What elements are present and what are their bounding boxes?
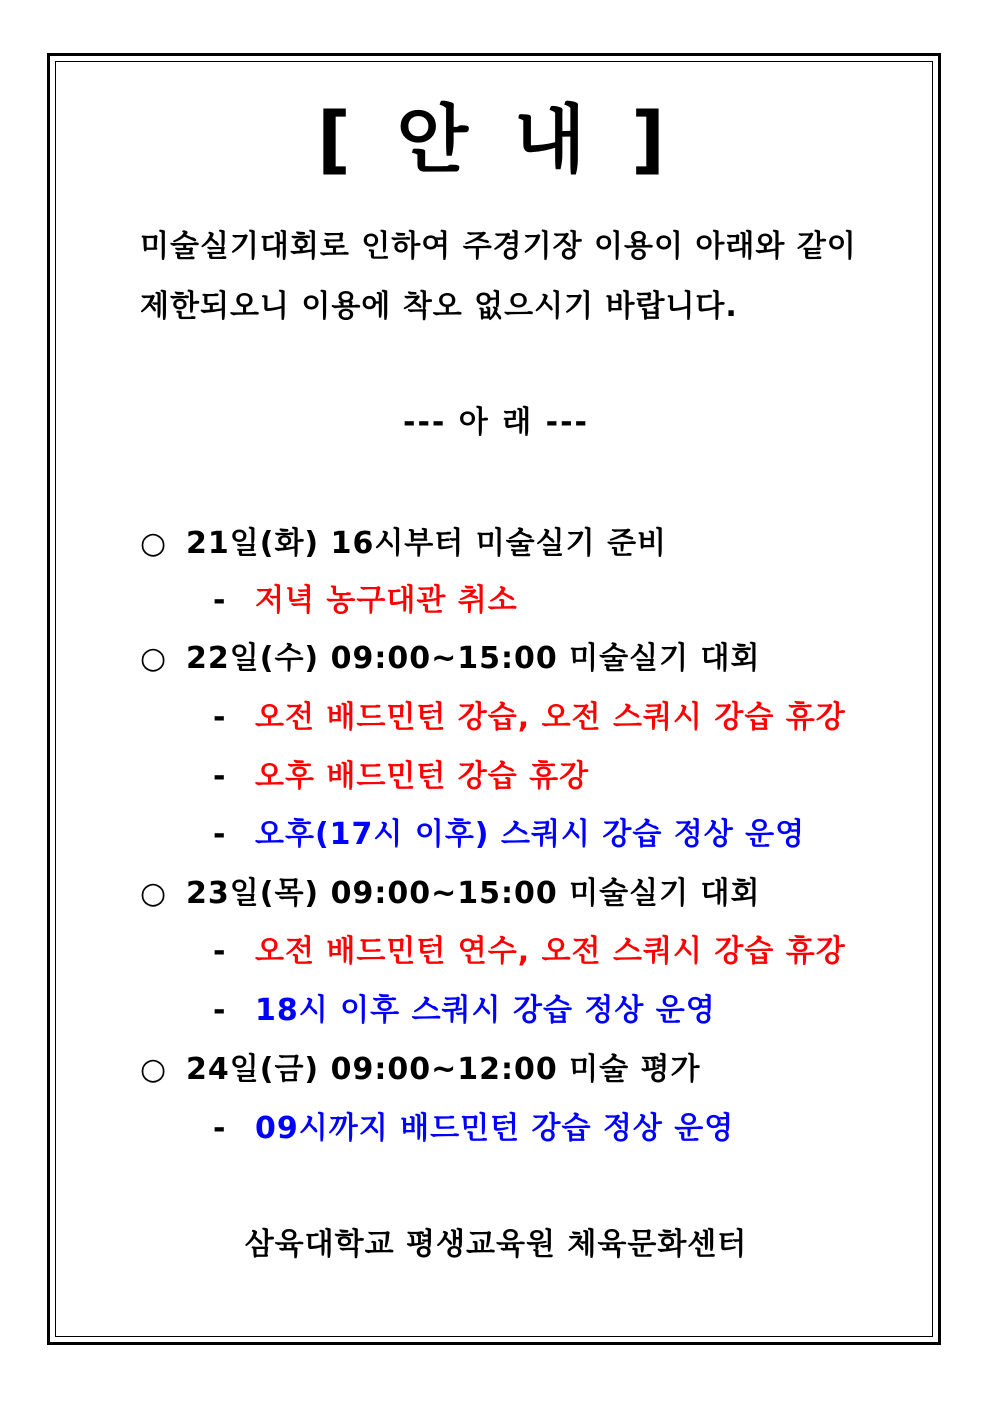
schedule-item: [140, 639, 760, 679]
dash-icon: -: [213, 1111, 227, 1146]
circle-bullet-icon: ○: [140, 526, 168, 561]
page-title: [ 안 내 ]: [317, 97, 675, 183]
schedule-sub-item-text: 오후 배드민턴 강습 휴강: [255, 759, 590, 794]
schedule-sub-item-text: 저녁 농구대관 취소: [255, 583, 518, 618]
schedule-sub-item: [213, 932, 846, 972]
circle-bullet-icon: ○: [140, 641, 168, 676]
intro-line-2: 제한되오니 이용에 착오 없으시기 바랍니다.: [140, 289, 738, 324]
schedule-sub-item: [213, 991, 716, 1031]
schedule-sub-item-text: 09시까지 배드민턴 강습 정상 운영: [255, 1111, 735, 1146]
dash-icon: -: [213, 700, 227, 735]
dash-icon: -: [213, 583, 227, 618]
schedule-sub-item-text: 18시 이후 스쿼시 강습 정상 운영: [255, 993, 716, 1028]
circle-bullet-icon: ○: [140, 1052, 168, 1087]
schedule-sub-item: [213, 698, 846, 738]
schedule-sub-item-text: 오전 배드민턴 연수, 오전 스쿼시 강습 휴강: [255, 934, 846, 969]
dash-icon: -: [213, 817, 227, 852]
schedule-item-text: 24일(금) 09:00~12:00 미술 평가: [186, 1052, 701, 1087]
dash-icon: -: [213, 759, 227, 794]
intro-line-1: 미술실기대회로 인하여 주경기장 이용이 아래와 같이: [140, 229, 857, 264]
schedule-sub-item: [213, 815, 805, 855]
organization-name: 삼육대학교 평생교육원 체육문화센터: [244, 1227, 748, 1262]
schedule-sub-item: [213, 1109, 734, 1149]
schedule-item: [140, 874, 760, 914]
schedule-item-text: 22일(수) 09:00~15:00 미술실기 대회: [186, 641, 761, 676]
schedule-sub-item-text: 오전 배드민턴 강습, 오전 스쿼시 강습 휴강: [255, 700, 846, 735]
schedule-item: [140, 524, 667, 564]
schedule-sub-item-text: 오후(17시 이후) 스쿼시 강습 정상 운영: [255, 817, 806, 852]
circle-bullet-icon: ○: [140, 876, 168, 911]
schedule-sub-item: [213, 581, 518, 621]
schedule-item-text: 23일(목) 09:00~15:00 미술실기 대회: [186, 876, 761, 911]
schedule-sub-item: [213, 757, 589, 797]
schedule-item: [140, 1050, 701, 1090]
dash-icon: -: [213, 934, 227, 969]
dash-icon: -: [213, 993, 227, 1028]
notice-heading: --- 아 래 ---: [403, 405, 589, 440]
schedule-item-text: 21일(화) 16시부터 미술실기 준비: [186, 526, 668, 561]
